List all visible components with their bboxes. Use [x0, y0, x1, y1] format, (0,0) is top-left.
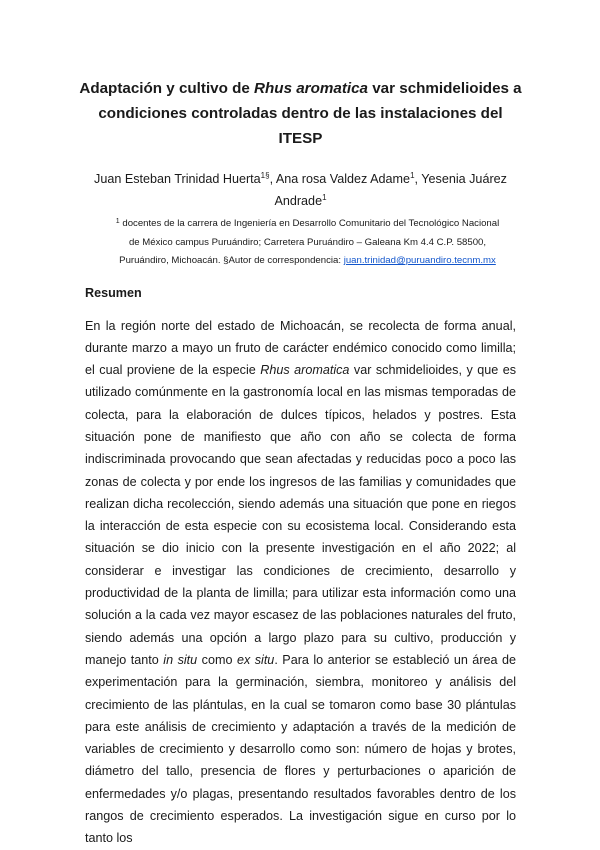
author-list [85, 168, 516, 212]
abstract-heading: Resumen [85, 285, 142, 300]
title-species-name: Rhus aromatica [254, 80, 368, 97]
affiliation-mark: 1 [115, 218, 120, 225]
author-3: , Yesenia Juárez Andrade [274, 172, 507, 208]
author-2: , Ana rosa Valdez Adame [269, 172, 411, 186]
abstract-text-1: En la región norte del estado de Michoacán, se recolecta de forma anual, durante marzo a mayo un fruto de carácter endémico conocido como limilla; el cual proviene de la especie [85, 318, 516, 378]
affiliation-note [85, 215, 516, 271]
corresponding-email-link[interactable]: juan.trinidad@puruandiro.tecnm.mx [343, 255, 496, 266]
author-2-affiliation-mark: 1 [410, 171, 415, 180]
abstract-text-4: . Para lo anterior se estableció un área de experimentación para la germinación, siembra, monitoreo y análisis del crecimiento de las plántulas, en la cual se tomaron como base 30 plántulas para este análisis de crecimiento y adaptación a través de la medición de variables de crecimiento y desarrollo como son: número de hojas y brotes, diámetro del tallo, presencia de flores y perturbaciones o aparición de enfermedades y/o plagas, presentando resultados favorables dentro de los rangos de crecimiento esperados. La investigación sigue en curso por lo tanto los [85, 652, 517, 846]
paper-title [77, 76, 524, 151]
abstract-text-3: como [197, 652, 237, 667]
abstract-text-2: var schmidelioides, y que es utilizado comúnmente en la gastronomía local en las mismas temporadas de colecta, para la elaboración de dulces típicos, helados y postres. Esta situación pone de manifiesto que año con año se colecta de forma indiscriminada provocando que sean afectadas y reducidas poco a poco las zonas de colecta y por ende los ingresos de las familias y comunidades que realizan dicha recolección, siendo además una situación que pone en riegos la interacción de esta especie con su ecosistema local. Considerando esta situación se dio inicio con la presente investigación en el año 2022; al considerar e investigar las condiciones de crecimiento, desarrollo y productividad de la planta de limilla; para utilizar esta información como una solución a la cada vez mayor escasez de las poblaciones naturales del fruto, siendo además una opción a largo plazo para su cultivo, producción y manejo tanto [85, 363, 516, 667]
title-text-part1: Adaptación y cultivo de [79, 80, 255, 97]
title-text-part2: var schmidelioides a condiciones controladas dentro de las instalaciones del ITESP [98, 80, 522, 147]
abstract-ex-situ: ex situ [236, 652, 275, 667]
abstract-in-situ: in situ [163, 652, 198, 667]
abstract-body [85, 315, 516, 850]
author-3-affiliation-mark: 1 [322, 193, 327, 202]
abstract-species-name: Rhus aromatica [260, 363, 350, 378]
author-1-affiliation-mark: 1§ [260, 171, 270, 180]
affiliation-text: docentes de la carrera de Ingeniería en Desarrollo Comunitario del Tecnológico Nacional de México campus Puruándiro; Carretera Puruándiro – Galeana Km 4.4 C.P. 58500, Puruándiro, Michoacán. §Autor de correspondencia: [119, 218, 500, 266]
author-1: Juan Esteban Trinidad Huerta [94, 172, 261, 186]
